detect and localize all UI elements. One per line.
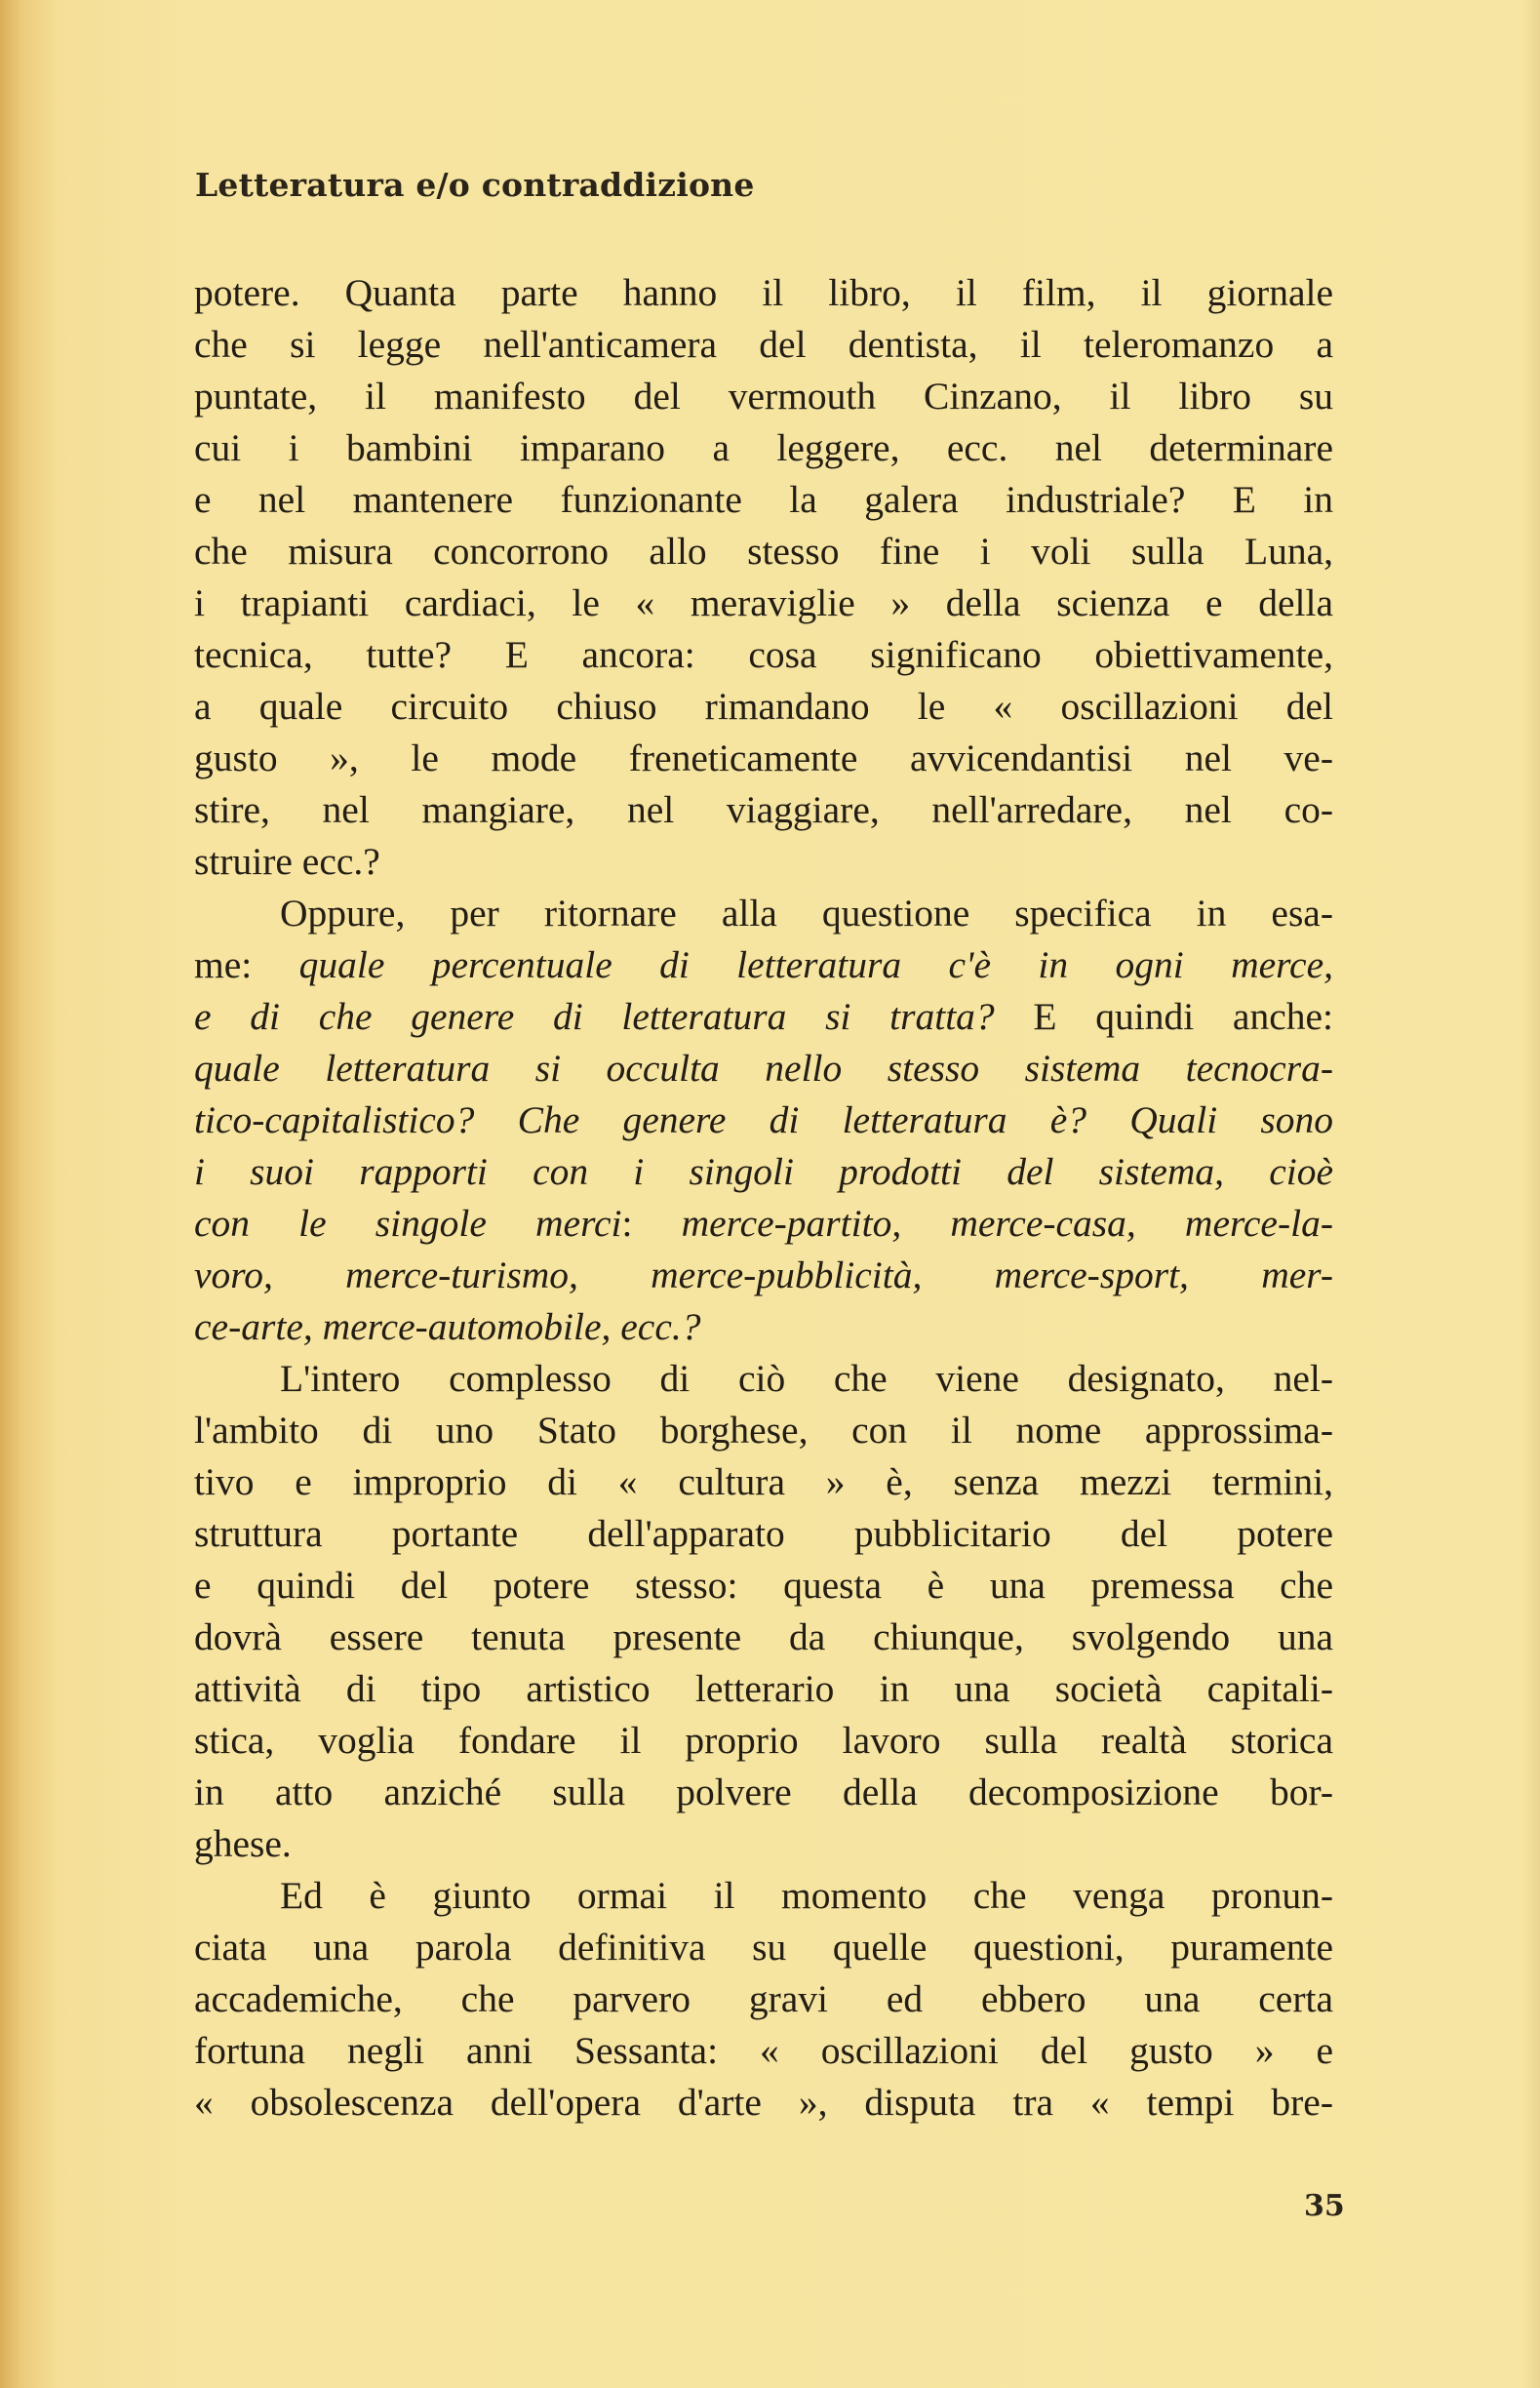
- italic-segment: e di che genere di letteratura si tratta?: [194, 995, 995, 1038]
- text-line: [194, 1663, 1333, 1715]
- body-text: [194, 267, 1333, 2129]
- text-segment: tivo e improprio di « cultura » è, senza mezzi termini,: [194, 1460, 1333, 1503]
- text-segment: l'ambito di uno Stato borghese, con il nome approssima-: [194, 1409, 1333, 1452]
- text-line: [194, 474, 1333, 526]
- text-line: [194, 1456, 1333, 1508]
- text-segment: puntate, il manifesto del vermouth Cinzano, il libro su: [194, 375, 1333, 418]
- text-segment: che si legge nell'anticamera del dentista, il teleromanzo a: [194, 323, 1333, 366]
- text-segment: stire, nel mangiare, nel viaggiare, nell'arredare, nel co-: [194, 788, 1333, 831]
- text-line: [194, 1973, 1333, 2025]
- italic-segment: quale letteratura si occulta nello stesso sistema tecnocra-: [194, 1047, 1333, 1090]
- text-segment: dovrà essere tenuta presente da chiunque, svolgendo una: [194, 1615, 1333, 1658]
- text-segment: Ed è giunto ormai il momento che venga pronun-: [280, 1874, 1333, 1917]
- text-line: [194, 1250, 1333, 1301]
- text-segment: tecnica, tutte? E ancora: cosa significano obiettivamente,: [194, 633, 1333, 676]
- text-line: [194, 733, 1333, 784]
- text-segment: me:: [194, 943, 299, 986]
- text-segment: gusto », le mode freneticamente avvicendantisi nel ve-: [194, 736, 1333, 779]
- text-segment: ciata una parola definitiva su quelle questioni, puramente: [194, 1926, 1333, 1969]
- italic-segment: con le singole merci: [194, 1202, 622, 1245]
- text-segment: e quindi del potere stesso: questa è una premessa che: [194, 1564, 1333, 1607]
- text-line: [194, 939, 1333, 991]
- text-segment: accademiche, che parvero gravi ed ebbero una certa: [194, 1977, 1333, 2020]
- text-segment: fortuna negli anni Sessanta: « oscillazioni del gusto » e: [194, 2029, 1333, 2072]
- text-line: [194, 991, 1333, 1043]
- text-line: [194, 267, 1333, 319]
- text-line: [194, 1043, 1333, 1094]
- text-segment: a quale circuito chiuso rimandano le « oscillazioni del: [194, 685, 1333, 728]
- text-line: [194, 577, 1333, 629]
- italic-segment: tico-capitalistico? Che genere di letteratura è? Quali sono: [194, 1098, 1333, 1141]
- text-line: [194, 1870, 1333, 1922]
- text-segment: cui i bambini imparano a leggere, ecc. nel determinare: [194, 426, 1333, 469]
- running-header: Letteratura e/o contraddizione: [195, 166, 755, 204]
- page-number: 35: [1304, 2189, 1345, 2223]
- text-segment: E quindi anche:: [994, 995, 1333, 1038]
- italic-segment: quale percentuale di letteratura c'è in ogni merce,: [298, 943, 1333, 986]
- text-segment: attività di tipo artistico letterario in una società capitali-: [194, 1667, 1333, 1710]
- text-line: [194, 681, 1333, 733]
- text-line: [194, 2025, 1333, 2077]
- text-line: [194, 1922, 1333, 1973]
- text-line: [194, 371, 1333, 422]
- text-line: [194, 319, 1333, 371]
- text-segment: in atto anziché sulla polvere della decomposizione bor-: [194, 1771, 1333, 1813]
- text-line: [194, 888, 1333, 939]
- text-line: [194, 1094, 1333, 1146]
- text-segment: stica, voglia fondare il proprio lavoro sulla realtà storica: [194, 1719, 1333, 1762]
- italic-segment: i suoi rapporti con i singoli prodotti del sistema, cioè: [194, 1150, 1333, 1193]
- text-line: [194, 1353, 1333, 1405]
- italic-segment: merce-partito, merce-casa, merce-la-: [681, 1202, 1333, 1245]
- text-line: [194, 526, 1333, 577]
- text-segment: i trapianti cardiaci, le « meraviglie » della scienza e della: [194, 581, 1333, 624]
- text-line: [194, 1405, 1333, 1456]
- text-segment: struttura portante dell'apparato pubblicitario del potere: [194, 1512, 1333, 1555]
- text-line: [194, 2077, 1333, 2129]
- text-segment: L'intero complesso di ciò che viene designato, nel-: [280, 1357, 1333, 1400]
- text-line: [194, 1146, 1333, 1198]
- text-line: [194, 1818, 1333, 1870]
- text-line: [194, 784, 1333, 836]
- text-segment: Oppure, per ritornare alla questione specifica in esa-: [280, 892, 1333, 935]
- text-segment: struire ecc.?: [194, 840, 380, 883]
- text-line: [194, 1612, 1333, 1663]
- text-segment: potere. Quanta parte hanno il libro, il film, il giornale: [194, 271, 1333, 314]
- text-line: [194, 1301, 1333, 1353]
- text-segment: che misura concorrono allo stesso fine i voli sulla Luna,: [194, 530, 1333, 573]
- text-line: [194, 629, 1333, 681]
- italic-segment: voro, merce-turismo, merce-pubblicità, merce-sport, mer-: [194, 1254, 1333, 1296]
- text-line: [194, 1198, 1333, 1250]
- text-segment: :: [621, 1202, 682, 1245]
- text-segment: « obsolescenza dell'opera d'arte », disputa tra « tempi bre-: [194, 2081, 1333, 2124]
- text-line: [194, 1560, 1333, 1612]
- text-segment: ghese.: [194, 1822, 292, 1865]
- text-segment: e nel mantenere funzionante la galera industriale? E in: [194, 478, 1333, 521]
- italic-segment: ce-arte, merce-automobile, ecc.?: [194, 1305, 701, 1348]
- text-line: [194, 1767, 1333, 1818]
- text-line: [194, 422, 1333, 474]
- text-line: [194, 836, 1333, 888]
- text-line: [194, 1508, 1333, 1560]
- text-line: [194, 1715, 1333, 1767]
